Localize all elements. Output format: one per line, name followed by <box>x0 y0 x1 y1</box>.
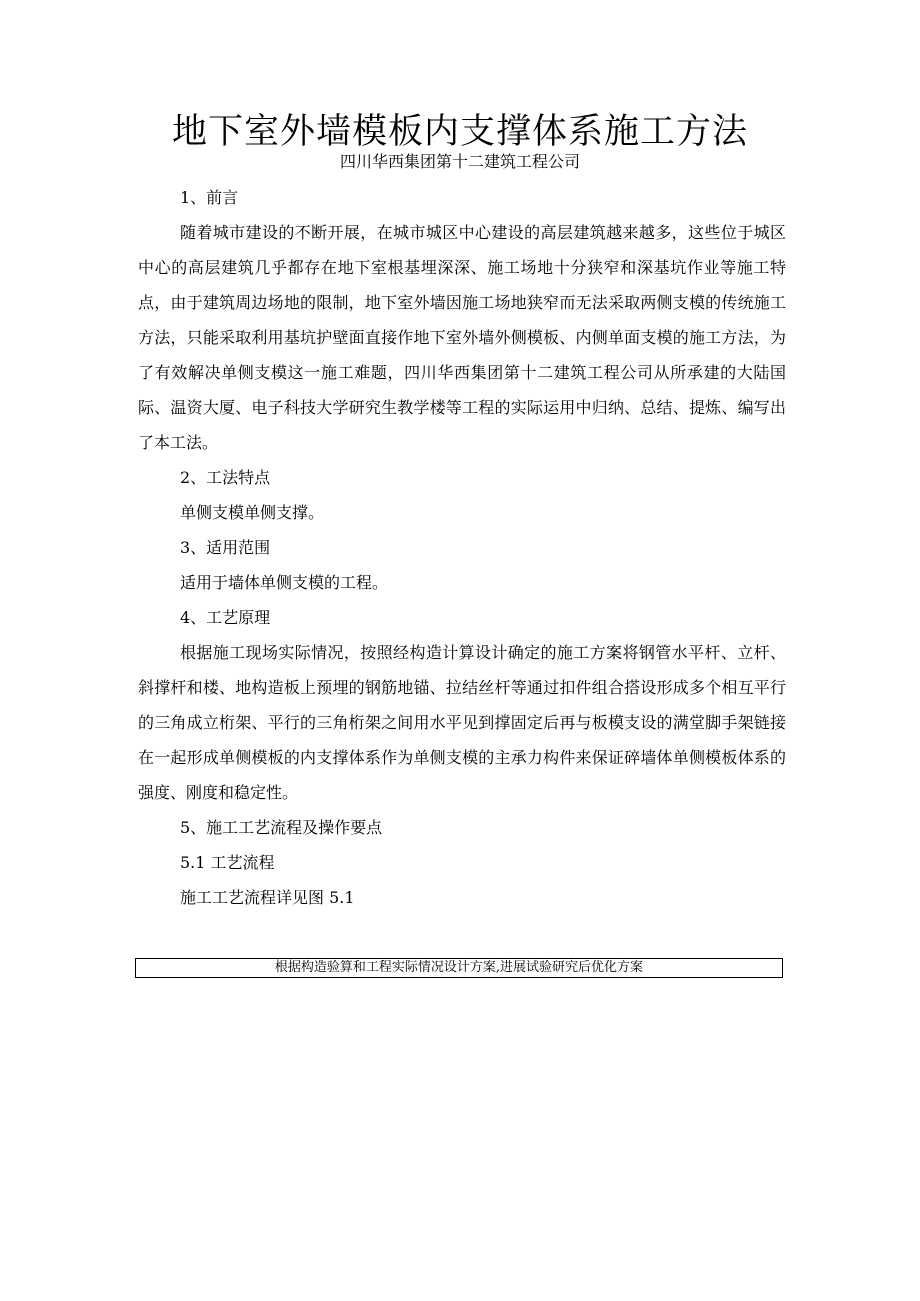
flowchart-step-box: 根据构造验算和工程实际情况设计方案,进展试验研究后优化方案 <box>135 958 783 978</box>
scope-paragraph: 适用于墙体单侧支模的工程。 <box>180 573 389 592</box>
section-heading-principle: 4、工艺原理 <box>180 608 271 627</box>
features-paragraph: 单侧支模单侧支撑。 <box>180 503 325 522</box>
section-heading-process: 5、施工工艺流程及操作要点 <box>180 818 383 837</box>
flow-reference: 施工工艺流程详见图 5.1 <box>180 888 355 907</box>
intro-paragraph: 随着城市建设的不断开展，在城市城区中心建设的高层建筑越来越多，这些位于城区中心的高层建筑几乎都存在地下室根基埋深深、施工场地十分狭窄和深基坑作业等施工特点，由于建筑周边场地的限制，地下室外墙因施工场地狭窄而无法采取两侧支模的传统施工方法，只能采取利用基坑护壁面直接作地下室外墙外侧模板、内侧单面支模的施工方法，为了有效解决单侧支模这一施工难题，四川华西集团第十二建筑工程公司从所承建的大陆国际、温资大厦、电子科技大学研究生教学楼等工程的实际运用中归纳、总结、提炼、编写出了本工法。 <box>138 223 786 452</box>
subsection-heading-flow: 5.1 工艺流程 <box>180 853 275 872</box>
document-title: 地下室外墙模板内支撑体系施工方法 <box>171 112 748 152</box>
section-heading-intro: 1、前言 <box>180 188 239 207</box>
section-heading-scope: 3、适用范围 <box>180 538 271 557</box>
document-body <box>138 180 786 915</box>
document-subtitle: 四川华西集团第十二建筑工程公司 <box>339 152 580 171</box>
principle-paragraph: 根据施工现场实际情况，按照经构造计算设计确定的施工方案将钢管水平杆、立杆、斜撑杆和楼、地构造板上预埋的钢筋地锚、拉结丝杆等通过扣件组合搭设形成多个相互平行的三角成立桁架、平行的三角桁架之间用水平见到撑固定后再与板模支设的满堂脚手架链接在一起形成单侧模板的内支撑体系作为单侧支模的主承力构件来保证碎墙体单侧模板体系的强度、刚度和稳定性。 <box>138 643 786 802</box>
section-heading-features: 2、工法特点 <box>180 468 271 487</box>
